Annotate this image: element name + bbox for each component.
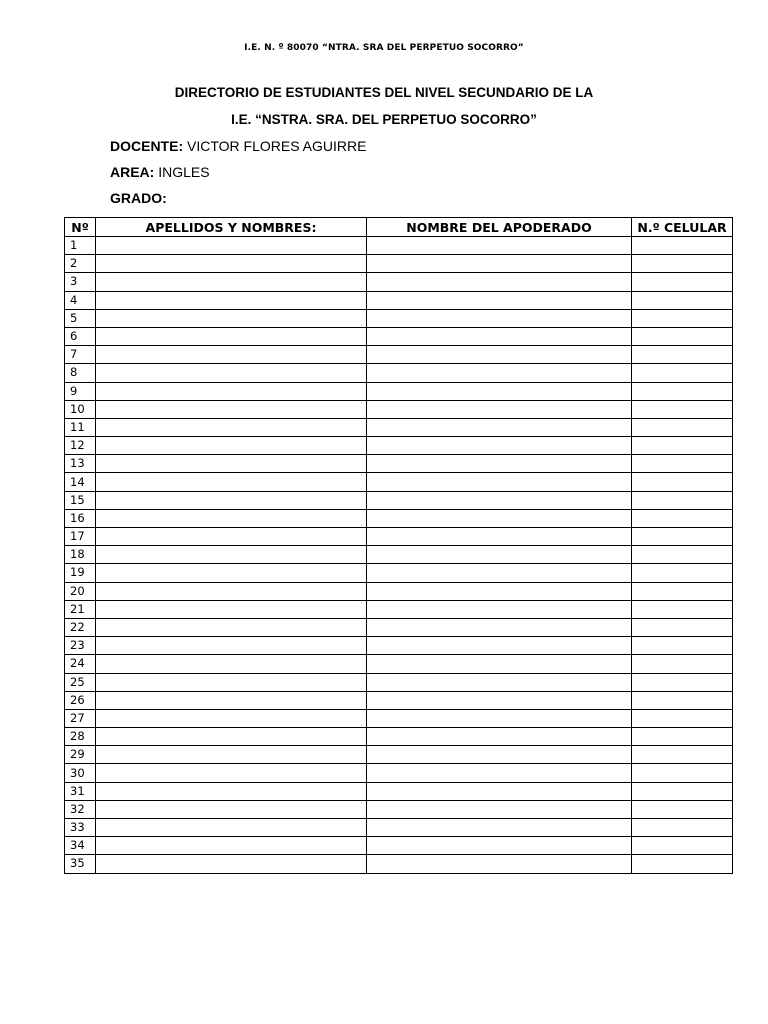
- table-row: [65, 837, 733, 855]
- apellidos-nombres-cell: [96, 691, 367, 709]
- row-number-cell: 25: [65, 673, 96, 691]
- celular-cell: [632, 237, 733, 255]
- apellidos-nombres-cell: [96, 309, 367, 327]
- row-number-cell: 5: [65, 309, 96, 327]
- table-row: [65, 819, 733, 837]
- celular-cell: [632, 327, 733, 345]
- row-number-cell: 3: [65, 273, 96, 291]
- table-row: [65, 655, 733, 673]
- row-number-cell: 14: [65, 473, 96, 491]
- nombre-apoderado-cell: [367, 709, 632, 727]
- celular-cell: [632, 837, 733, 855]
- celular-cell: [632, 673, 733, 691]
- table-row: [65, 255, 733, 273]
- row-number-cell: 26: [65, 691, 96, 709]
- nombre-apoderado-cell: [367, 400, 632, 418]
- row-number-cell: 9: [65, 382, 96, 400]
- apellidos-nombres-cell: [96, 418, 367, 436]
- docente-value: VICTOR FLORES AGUIRRE: [183, 138, 367, 154]
- docente-label: DOCENTE:: [110, 138, 184, 154]
- nombre-apoderado-cell: [367, 618, 632, 636]
- apellidos-nombres-cell: [96, 709, 367, 727]
- nombre-apoderado-cell: [367, 327, 632, 345]
- nombre-apoderado-cell: [367, 346, 632, 364]
- apellidos-nombres-cell: [96, 255, 367, 273]
- row-number-cell: 29: [65, 746, 96, 764]
- nombre-apoderado-cell: [367, 582, 632, 600]
- table-row: [65, 691, 733, 709]
- apellidos-nombres-cell: [96, 746, 367, 764]
- table-row: [65, 564, 733, 582]
- celular-cell: [632, 782, 733, 800]
- celular-cell: [632, 382, 733, 400]
- nombre-apoderado-cell: [367, 455, 632, 473]
- row-number-cell: 15: [65, 491, 96, 509]
- header-nombre-apoderado: NOMBRE DEL APODERADO: [367, 218, 632, 237]
- row-number-cell: 32: [65, 800, 96, 818]
- nombre-apoderado-cell: [367, 546, 632, 564]
- apellidos-nombres-cell: [96, 637, 367, 655]
- celular-cell: [632, 528, 733, 546]
- grado-label: GRADO:: [110, 190, 167, 206]
- nombre-apoderado-cell: [367, 691, 632, 709]
- row-number-cell: 8: [65, 364, 96, 382]
- table-row: [65, 618, 733, 636]
- celular-cell: [632, 455, 733, 473]
- apellidos-nombres-cell: [96, 855, 367, 873]
- row-number-cell: 34: [65, 837, 96, 855]
- row-number-cell: 11: [65, 418, 96, 436]
- table-row: [65, 673, 733, 691]
- row-number-cell: 13: [65, 455, 96, 473]
- celular-cell: [632, 564, 733, 582]
- celular-cell: [632, 600, 733, 618]
- apellidos-nombres-cell: [96, 782, 367, 800]
- apellidos-nombres-cell: [96, 800, 367, 818]
- celular-cell: [632, 618, 733, 636]
- table-row: [65, 418, 733, 436]
- apellidos-nombres-cell: [96, 327, 367, 345]
- apellidos-nombres-cell: [96, 655, 367, 673]
- apellidos-nombres-cell: [96, 382, 367, 400]
- celular-cell: [632, 582, 733, 600]
- row-number-cell: 12: [65, 437, 96, 455]
- row-number-cell: 30: [65, 764, 96, 782]
- table-row: [65, 273, 733, 291]
- apellidos-nombres-cell: [96, 237, 367, 255]
- table-row: [65, 327, 733, 345]
- nombre-apoderado-cell: [367, 309, 632, 327]
- table-row: [65, 709, 733, 727]
- table-body: [65, 237, 733, 874]
- nombre-apoderado-cell: [367, 746, 632, 764]
- nombre-apoderado-cell: [367, 837, 632, 855]
- table-row: [65, 782, 733, 800]
- celular-cell: [632, 637, 733, 655]
- row-number-cell: 16: [65, 509, 96, 527]
- celular-cell: [632, 491, 733, 509]
- row-number-cell: 28: [65, 728, 96, 746]
- apellidos-nombres-cell: [96, 618, 367, 636]
- table-header-row: [65, 218, 733, 237]
- table-row: [65, 364, 733, 382]
- document-title-line-2: I.E. “NSTRA. SRA. DEL PERPETUO SOCORRO”: [231, 112, 537, 127]
- apellidos-nombres-cell: [96, 582, 367, 600]
- apellidos-nombres-cell: [96, 837, 367, 855]
- apellidos-nombres-cell: [96, 673, 367, 691]
- nombre-apoderado-cell: [367, 418, 632, 436]
- celular-cell: [632, 764, 733, 782]
- row-number-cell: 10: [65, 400, 96, 418]
- row-number-cell: 21: [65, 600, 96, 618]
- celular-cell: [632, 855, 733, 873]
- table-row: [65, 382, 733, 400]
- student-directory-table: [64, 217, 733, 874]
- apellidos-nombres-cell: [96, 400, 367, 418]
- area-field: [110, 164, 210, 180]
- apellidos-nombres-cell: [96, 728, 367, 746]
- apellidos-nombres-cell: [96, 455, 367, 473]
- nombre-apoderado-cell: [367, 273, 632, 291]
- nombre-apoderado-cell: [367, 364, 632, 382]
- apellidos-nombres-cell: [96, 364, 367, 382]
- document-title-line-1: DIRECTORIO DE ESTUDIANTES DEL NIVEL SECUNDARIO DE LA: [174, 85, 594, 100]
- celular-cell: [632, 437, 733, 455]
- table-row: [65, 309, 733, 327]
- apellidos-nombres-cell: [96, 491, 367, 509]
- area-label: AREA:: [110, 164, 155, 180]
- table-row: [65, 764, 733, 782]
- celular-cell: [632, 746, 733, 764]
- celular-cell: [632, 309, 733, 327]
- table-row: [65, 728, 733, 746]
- row-number-cell: 17: [65, 528, 96, 546]
- nombre-apoderado-cell: [367, 255, 632, 273]
- apellidos-nombres-cell: [96, 291, 367, 309]
- table-row: [65, 746, 733, 764]
- nombre-apoderado-cell: [367, 564, 632, 582]
- table-row: [65, 455, 733, 473]
- table-row: [65, 582, 733, 600]
- row-number-cell: 7: [65, 346, 96, 364]
- nombre-apoderado-cell: [367, 237, 632, 255]
- nombre-apoderado-cell: [367, 855, 632, 873]
- celular-cell: [632, 546, 733, 564]
- apellidos-nombres-cell: [96, 546, 367, 564]
- celular-cell: [632, 800, 733, 818]
- table-row: [65, 491, 733, 509]
- nombre-apoderado-cell: [367, 637, 632, 655]
- apellidos-nombres-cell: [96, 764, 367, 782]
- celular-cell: [632, 273, 733, 291]
- table-row: [65, 473, 733, 491]
- header-apellidos-nombres: APELLIDOS Y NOMBRES:: [96, 218, 367, 237]
- row-number-cell: 2: [65, 255, 96, 273]
- celular-cell: [632, 655, 733, 673]
- row-number-cell: 22: [65, 618, 96, 636]
- table-row: [65, 546, 733, 564]
- row-number-cell: 18: [65, 546, 96, 564]
- celular-cell: [632, 291, 733, 309]
- nombre-apoderado-cell: [367, 382, 632, 400]
- area-value: INGLES: [154, 164, 210, 180]
- apellidos-nombres-cell: [96, 564, 367, 582]
- table-row: [65, 400, 733, 418]
- header-celular: N.º CELULAR: [632, 218, 733, 237]
- table-row: [65, 291, 733, 309]
- row-number-cell: 31: [65, 782, 96, 800]
- apellidos-nombres-cell: [96, 346, 367, 364]
- apellidos-nombres-cell: [96, 528, 367, 546]
- nombre-apoderado-cell: [367, 800, 632, 818]
- row-number-cell: 23: [65, 637, 96, 655]
- nombre-apoderado-cell: [367, 655, 632, 673]
- nombre-apoderado-cell: [367, 473, 632, 491]
- celular-cell: [632, 364, 733, 382]
- nombre-apoderado-cell: [367, 600, 632, 618]
- row-number-cell: 24: [65, 655, 96, 673]
- table-row: [65, 437, 733, 455]
- celular-cell: [632, 418, 733, 436]
- nombre-apoderado-cell: [367, 528, 632, 546]
- row-number-cell: 20: [65, 582, 96, 600]
- apellidos-nombres-cell: [96, 473, 367, 491]
- celular-cell: [632, 819, 733, 837]
- celular-cell: [632, 691, 733, 709]
- row-number-cell: 27: [65, 709, 96, 727]
- apellidos-nombres-cell: [96, 600, 367, 618]
- docente-field: [110, 138, 366, 154]
- table-row: [65, 346, 733, 364]
- table-row: [65, 800, 733, 818]
- header-number: Nº: [65, 218, 96, 237]
- nombre-apoderado-cell: [367, 728, 632, 746]
- row-number-cell: 4: [65, 291, 96, 309]
- celular-cell: [632, 473, 733, 491]
- celular-cell: [632, 255, 733, 273]
- nombre-apoderado-cell: [367, 291, 632, 309]
- table-row: [65, 237, 733, 255]
- apellidos-nombres-cell: [96, 273, 367, 291]
- row-number-cell: 6: [65, 327, 96, 345]
- apellidos-nombres-cell: [96, 437, 367, 455]
- nombre-apoderado-cell: [367, 437, 632, 455]
- row-number-cell: 19: [65, 564, 96, 582]
- celular-cell: [632, 728, 733, 746]
- nombre-apoderado-cell: [367, 782, 632, 800]
- celular-cell: [632, 400, 733, 418]
- nombre-apoderado-cell: [367, 819, 632, 837]
- celular-cell: [632, 509, 733, 527]
- table-row: [65, 637, 733, 655]
- celular-cell: [632, 709, 733, 727]
- celular-cell: [632, 346, 733, 364]
- nombre-apoderado-cell: [367, 673, 632, 691]
- table-row: [65, 509, 733, 527]
- apellidos-nombres-cell: [96, 509, 367, 527]
- grado-field: [110, 190, 167, 206]
- row-number-cell: 33: [65, 819, 96, 837]
- table-row: [65, 855, 733, 873]
- nombre-apoderado-cell: [367, 764, 632, 782]
- row-number-cell: 35: [65, 855, 96, 873]
- table-row: [65, 600, 733, 618]
- page-header: I.E. N. º 80070 “NTRA. SRA DEL PERPETUO SOCORRO”: [244, 43, 524, 53]
- apellidos-nombres-cell: [96, 819, 367, 837]
- nombre-apoderado-cell: [367, 491, 632, 509]
- table-row: [65, 528, 733, 546]
- nombre-apoderado-cell: [367, 509, 632, 527]
- row-number-cell: 1: [65, 237, 96, 255]
